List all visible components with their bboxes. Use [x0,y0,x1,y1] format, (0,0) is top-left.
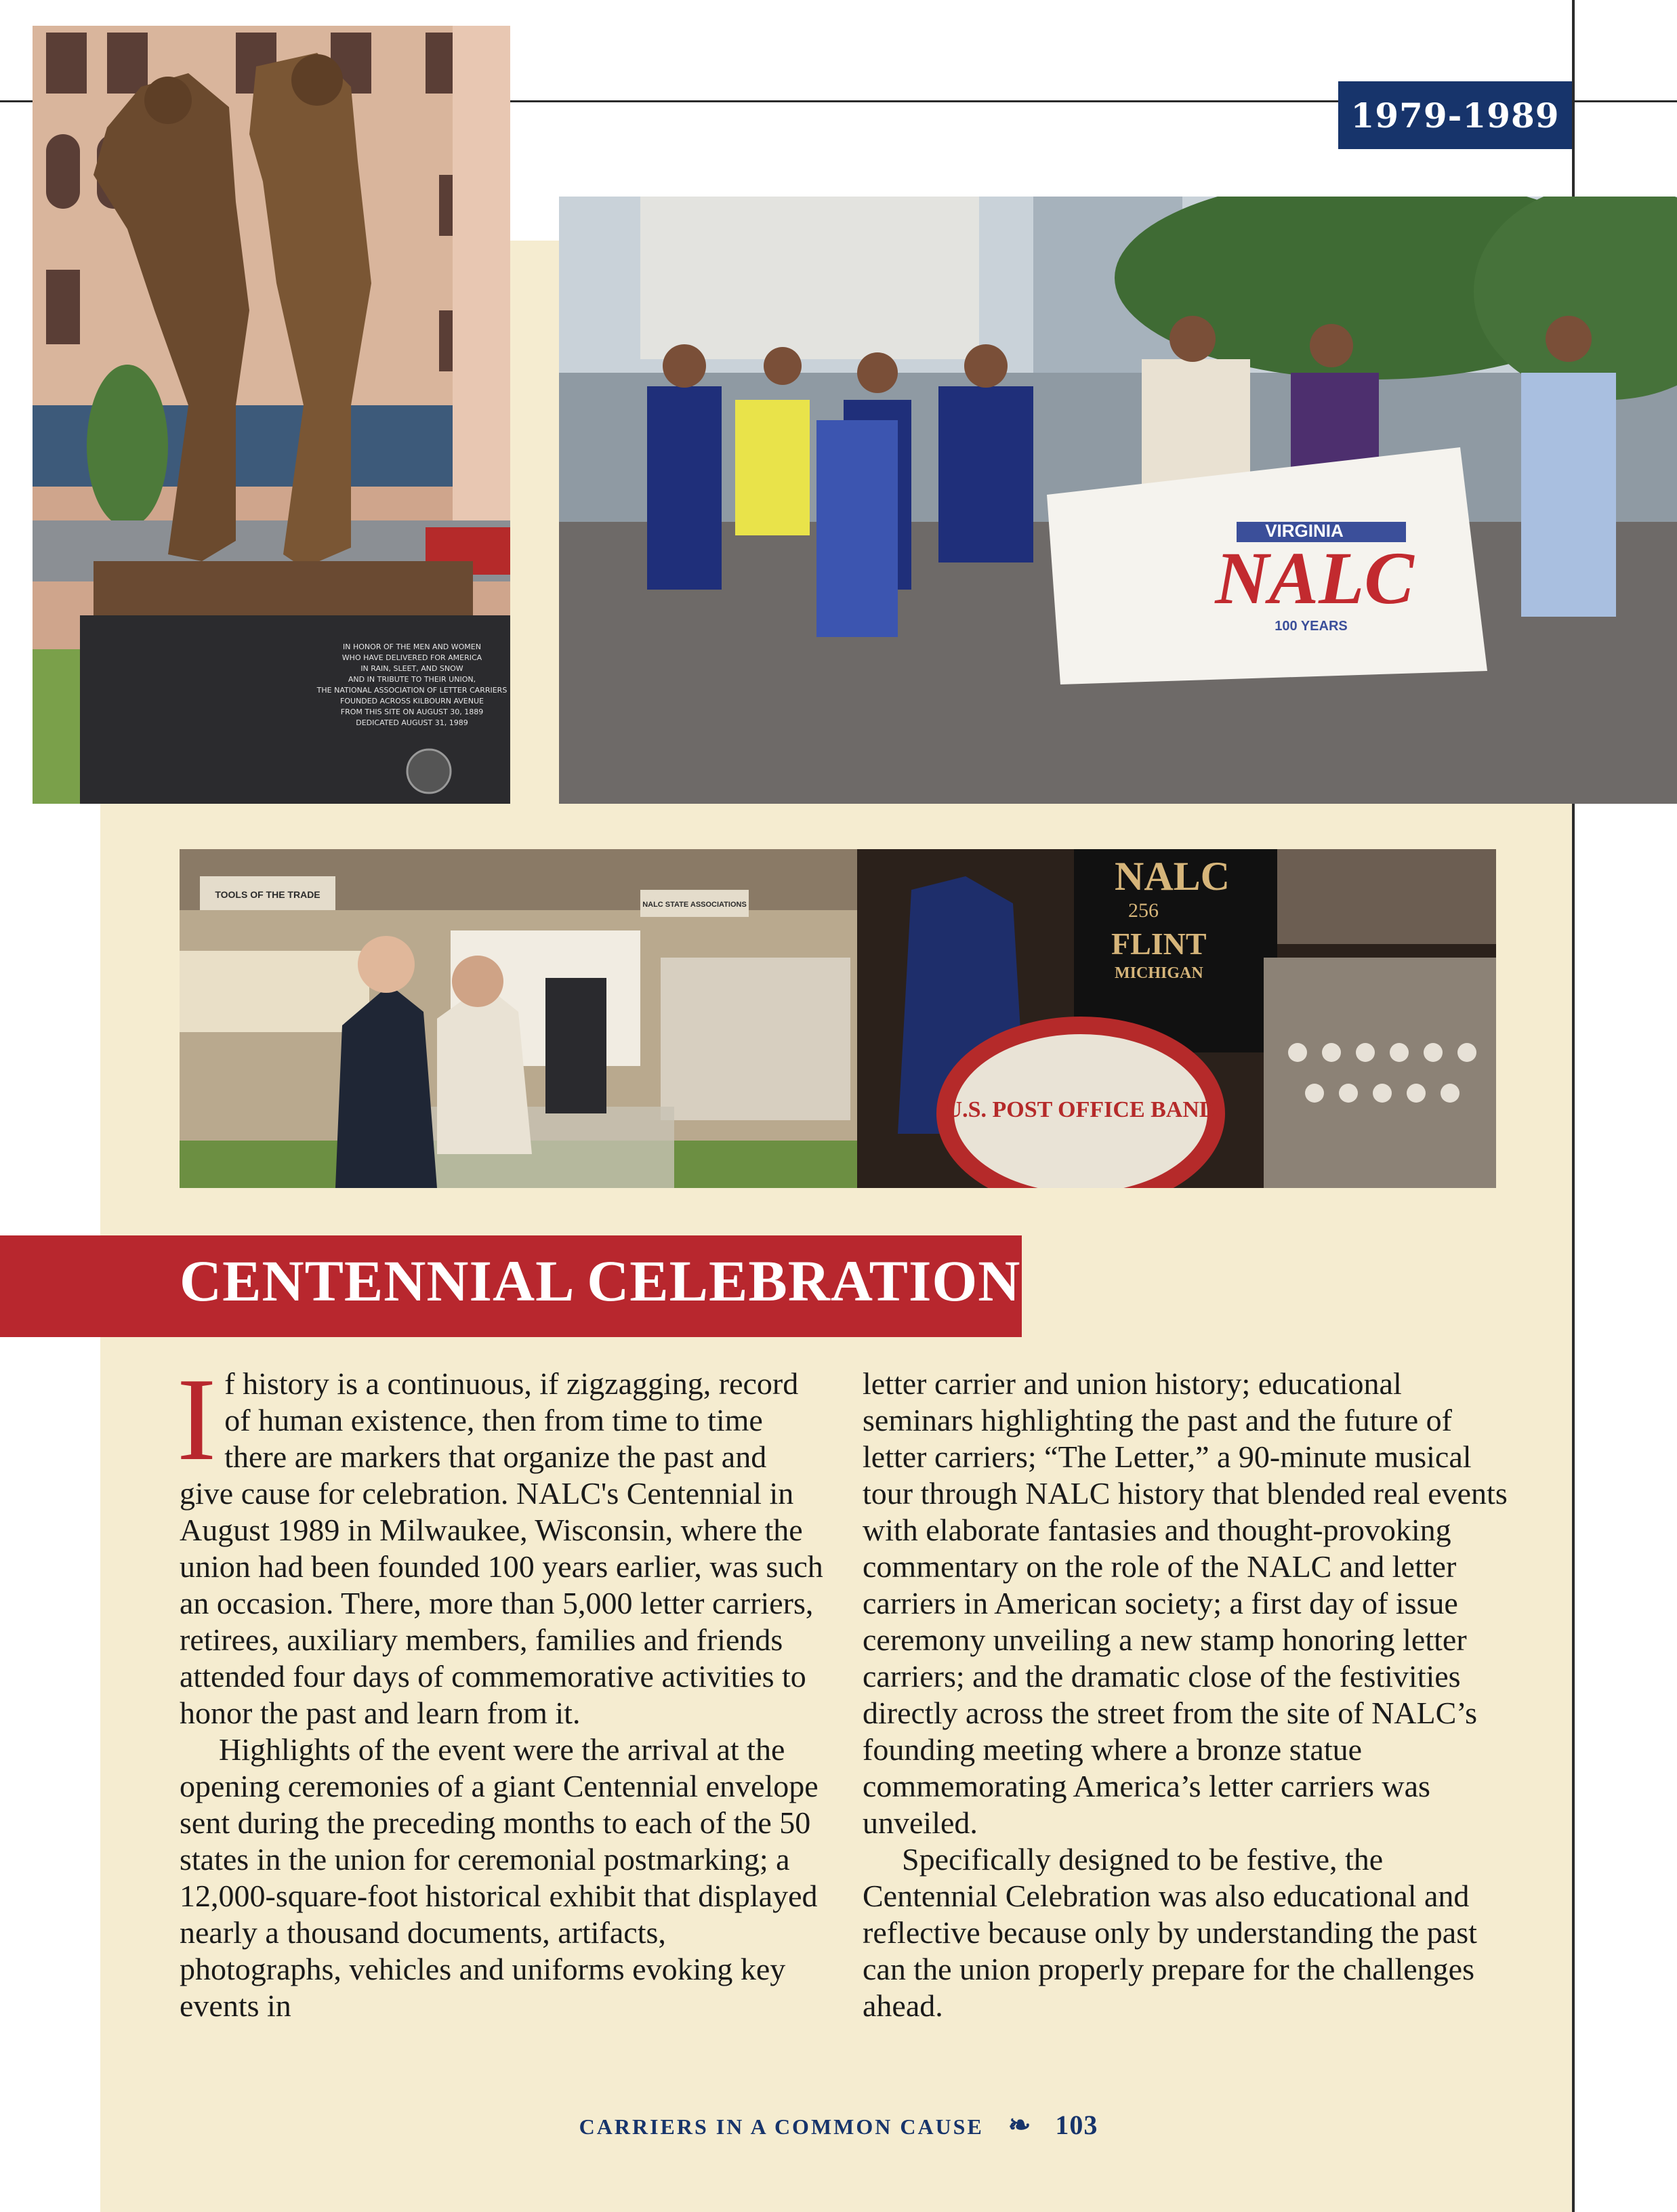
plaque-line: FROM THIS SITE ON AUGUST 30, 1889 [340,708,484,716]
plaque-line: FOUNDED ACROSS KILBOURN AVENUE [340,697,484,705]
exhibit-photo [180,849,1496,1188]
banner-nalc-text: NALC [1215,537,1414,619]
page-footer [0,2109,1677,2141]
year-range-badge: 1979-1989 [1338,81,1572,149]
body-column-right [863,1366,1510,2024]
plaque-line: IN HONOR OF THE MEN AND WOMEN [343,642,481,651]
body-paragraph: letter carrier and union history; educational seminars highlighting the past and the future of letter carriers; “The Letter,” a 90-minute musical tour through NALC history that blended real events with elaborate fantasies and thought-provoking commentary on the role of the NALC and letter carriers in American society; a first day of issue ceremony unveiling a new stamp honoring letter carriers; and the dramatic close of the festivities directly across the street from the site of NALC’s founding meeting where a bronze statue commemorating America’s letter carriers was unveiled. [863,1366,1508,1840]
plaque-line: THE NATIONAL ASSOCIATION OF LETTER CARRIERS [316,686,508,695]
running-title: CARRIERS IN A COMMON CAUSE [579,2114,984,2139]
page-number: 103 [1055,2110,1098,2140]
body-paragraph: Specifically designed to be festive, the Centennial Celebration was also educational and reflective because only by understanding the past can the union properly prepare for the challenges ahead. [863,1842,1477,2023]
parade-photo [559,197,1677,804]
article-title: CENTENNIAL CELEBRATION [180,1248,1021,1313]
paragraph-text: f history is a continuous, if zigzagging, record of human existence, then from time to time there are markers that organize the past and give cause for celebration. NALC's Centennial in August 1989 in Milwaukee, Wisconsin, where the union had been founded 100 years earlier, was such an occasion. There, more than 5,000 letter carriers, retirees, auxiliary members, families and friends attended four days of commemorative activities to honor the past and learn from it. [180,1366,823,1730]
plaque-line: DEDICATED AUGUST 31, 1989 [356,718,468,727]
exhibit-banner-nalc-text: NALC [1115,854,1230,899]
plaque-line: WHO HAVE DELIVERED FOR AMERICA [341,653,482,662]
plaque-line: IN RAIN, SLEET, AND SNOW [360,664,463,673]
exhibit-banner-city-text: FLINT [1111,926,1207,961]
exhibit-sign-text: TOOLS OF THE TRADE [215,889,320,900]
leaf-ornament-icon: ❧ [1008,2110,1031,2140]
body-column-left [177,1353,827,2024]
exhibit-banner-branch-text: 256 [1128,899,1159,922]
exhibit-banner-state-text: MICHIGAN [1115,964,1203,982]
statue-photo [33,26,510,804]
body-paragraph [177,1353,827,1732]
exhibit-sign-text: NALC STATE ASSOCIATIONS [642,901,747,909]
banner-virginia-text: VIRGINIA [1265,520,1344,541]
drum-text: U.S. POST OFFICE BAND [945,1097,1216,1122]
drop-cap: I [177,1353,217,1485]
plaque-line: AND IN TRIBUTE TO THEIR UNION, [348,675,476,684]
banner-years-text: 100 YEARS [1275,619,1348,634]
body-paragraph: Highlights of the event were the arrival at the opening ceremonies of a giant Centennial envelope sent during the preceding months to each of the 50 states in the union for ceremonial postmarking; a 12,000-square-foot historical exhibit that displayed nearly a thousand documents, artifacts, photographs, vehicles and uniforms evoking key events in [180,1732,819,2023]
